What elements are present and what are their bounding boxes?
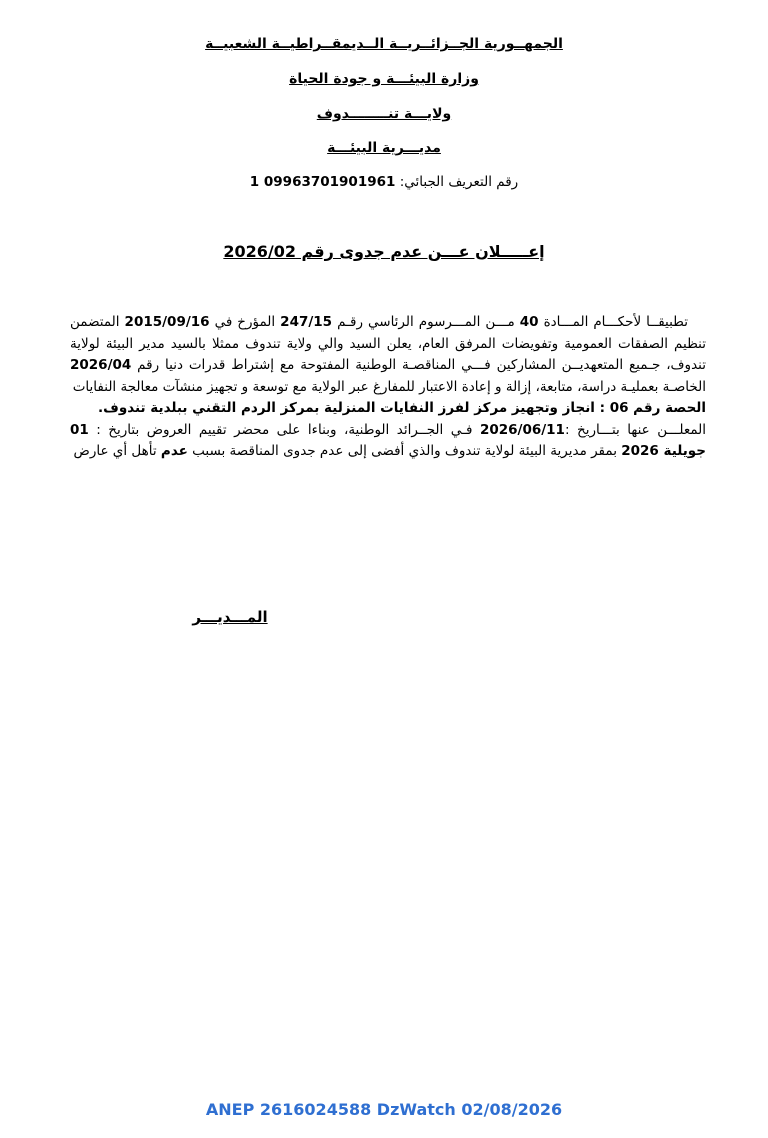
header-directorate: مديـــرية البيئـــة [327,140,441,156]
paragraph-decree: تطبيقــا لأحكـــام المـــادة 40 مـــن المـــرسوم الرئاسي رقـم 247/15 المؤرخ في 2015/09/16 المتضمن تنظيم الصفقات العمومية وتفويضات المرفق العام، يعلن السيد والي ولاية تندوف ممثلا بالسيد مدير البيئة لولاية تندوف، جـميع المتعهديــن المشاركين فـــي المناقصـة الوطنية المفتوحة مع إشتراط قدرات دنيا رقم 2026/04 الخاصـة بعمليـة دراسة، متابعة، إزالة و إعادة الاعتبار للمفارغ عبر الولاية مع توسعة و تجهيز منشآت معالجة النفايات [70,314,706,395]
paragraph-lot: الحصة رقم 06 : انجاز وتجهيز مركز لفرز النفايات المنزلية بمركز الردم التقني ببلدية تندوف. [98,400,706,416]
header-wilaya: ولايـــة تنــــــــدوف [316,106,452,122]
tax-id-value: 09963701901961 1 [249,174,396,190]
tax-id-label: رقم التعريف الجبائي [404,174,519,190]
footer-reference: ANEP 2616024588 DzWatch 02/08/2026 [205,1100,563,1119]
announcement-body [70,312,706,463]
announcement-title: إعـــــلان عـــن عدم جدوى رقم 2026/02 [223,242,545,261]
tax-id-line: رقم التعريف الجبائي: 09963701901961 1 [249,174,519,190]
header-republic: الجمهــورية الجــزائــريــة الــديمقــراطيــة الشعبيــة [205,36,563,52]
paragraph-result: المعلـــن عنها بتـــاريخ :2026/06/11 فـي الجــرائد الوطنية، وبناءا على محضر تقييم العروض بتاريخ : 01 جويلية 2026 بمقر مديرية البيئة لولاية تندوف والذي أفضى إلى عدم جدوى المناقصة بسبب عدم تأهل أي عارض [70,421,707,459]
signature-director: المـــديـــر [192,608,268,626]
header-ministry: وزارة البيئـــة و جودة الحياة [289,71,479,87]
